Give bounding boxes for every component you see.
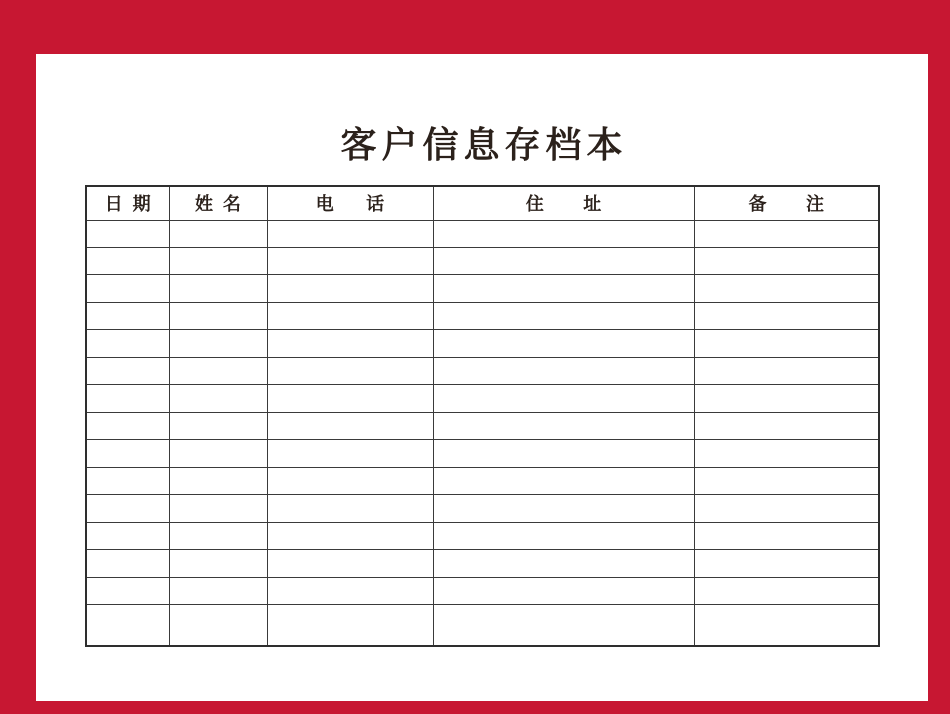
table-cell [267, 385, 433, 412]
table-cell [169, 550, 267, 577]
table-cell [433, 220, 694, 247]
table-cell [169, 577, 267, 604]
table-cell [267, 467, 433, 494]
table-row [86, 302, 879, 329]
table-cell [267, 220, 433, 247]
table-cell [86, 577, 169, 604]
table-cell [86, 550, 169, 577]
table-row [86, 247, 879, 274]
table-body [86, 220, 879, 646]
table-cell [86, 357, 169, 384]
table-cell [169, 385, 267, 412]
table-cell [433, 247, 694, 274]
table-cell [694, 605, 879, 646]
table-cell [267, 357, 433, 384]
table-cell [86, 385, 169, 412]
table-cell [694, 440, 879, 467]
table-row [86, 605, 879, 646]
table-cell [267, 330, 433, 357]
table-cell [433, 605, 694, 646]
table-cell [694, 385, 879, 412]
table-cell [694, 412, 879, 439]
table-cell [267, 522, 433, 549]
table-cell [433, 330, 694, 357]
table-cell [86, 330, 169, 357]
table-row [86, 550, 879, 577]
table-cell [694, 577, 879, 604]
table-cell [169, 495, 267, 522]
table-cell [267, 247, 433, 274]
table-cell [169, 220, 267, 247]
table-cell [433, 495, 694, 522]
table-cell [433, 412, 694, 439]
table-cell [433, 302, 694, 329]
table-cell [267, 275, 433, 302]
table-cell [267, 605, 433, 646]
table-cell [694, 467, 879, 494]
form-page [36, 54, 928, 701]
table-cell [433, 467, 694, 494]
table-cell [86, 467, 169, 494]
header-row [86, 186, 879, 220]
column-header-remarks: 备注 [694, 186, 879, 220]
table-row [86, 467, 879, 494]
table-cell [86, 302, 169, 329]
table-cell [267, 302, 433, 329]
table-cell [267, 577, 433, 604]
table-row [86, 330, 879, 357]
column-header-address: 住址 [433, 186, 694, 220]
table-cell [433, 357, 694, 384]
table-cell [694, 495, 879, 522]
table-cell [694, 357, 879, 384]
table-cell [694, 302, 879, 329]
table-cell [694, 220, 879, 247]
table-cell [169, 605, 267, 646]
table-cell [433, 577, 694, 604]
table-row [86, 577, 879, 604]
table-row [86, 220, 879, 247]
table-cell [169, 440, 267, 467]
form-title: 客户信息存档本 [340, 124, 628, 166]
table-cell [86, 220, 169, 247]
table-cell [86, 522, 169, 549]
table-cell [694, 247, 879, 274]
table-cell [86, 275, 169, 302]
table-row [86, 440, 879, 467]
table-cell [169, 522, 267, 549]
table-cell [694, 330, 879, 357]
table-cell [86, 412, 169, 439]
table-cell [694, 550, 879, 577]
table-cell [267, 412, 433, 439]
table-cell [169, 412, 267, 439]
table-row [86, 385, 879, 412]
table-row [86, 495, 879, 522]
table-cell [169, 302, 267, 329]
table-cell [169, 247, 267, 274]
table-cell [86, 440, 169, 467]
table-row [86, 275, 879, 302]
table-cell [86, 605, 169, 646]
column-header-name: 姓名 [169, 186, 267, 220]
table-row [86, 412, 879, 439]
table-cell [694, 522, 879, 549]
table-cell [433, 550, 694, 577]
table-row [86, 522, 879, 549]
table-cell [433, 522, 694, 549]
column-header-phone: 电话 [267, 186, 433, 220]
table-cell [433, 385, 694, 412]
table-cell [169, 467, 267, 494]
table-cell [694, 275, 879, 302]
table-cell [433, 275, 694, 302]
table-cell [169, 330, 267, 357]
table-cell [267, 440, 433, 467]
table-cell [267, 550, 433, 577]
table-cell [169, 275, 267, 302]
table-row [86, 357, 879, 384]
table-cell [169, 357, 267, 384]
customer-info-table [85, 185, 880, 647]
table-cell [433, 440, 694, 467]
table-cell [86, 495, 169, 522]
table-cell [267, 495, 433, 522]
table-cell [86, 247, 169, 274]
column-header-date: 日期 [86, 186, 169, 220]
